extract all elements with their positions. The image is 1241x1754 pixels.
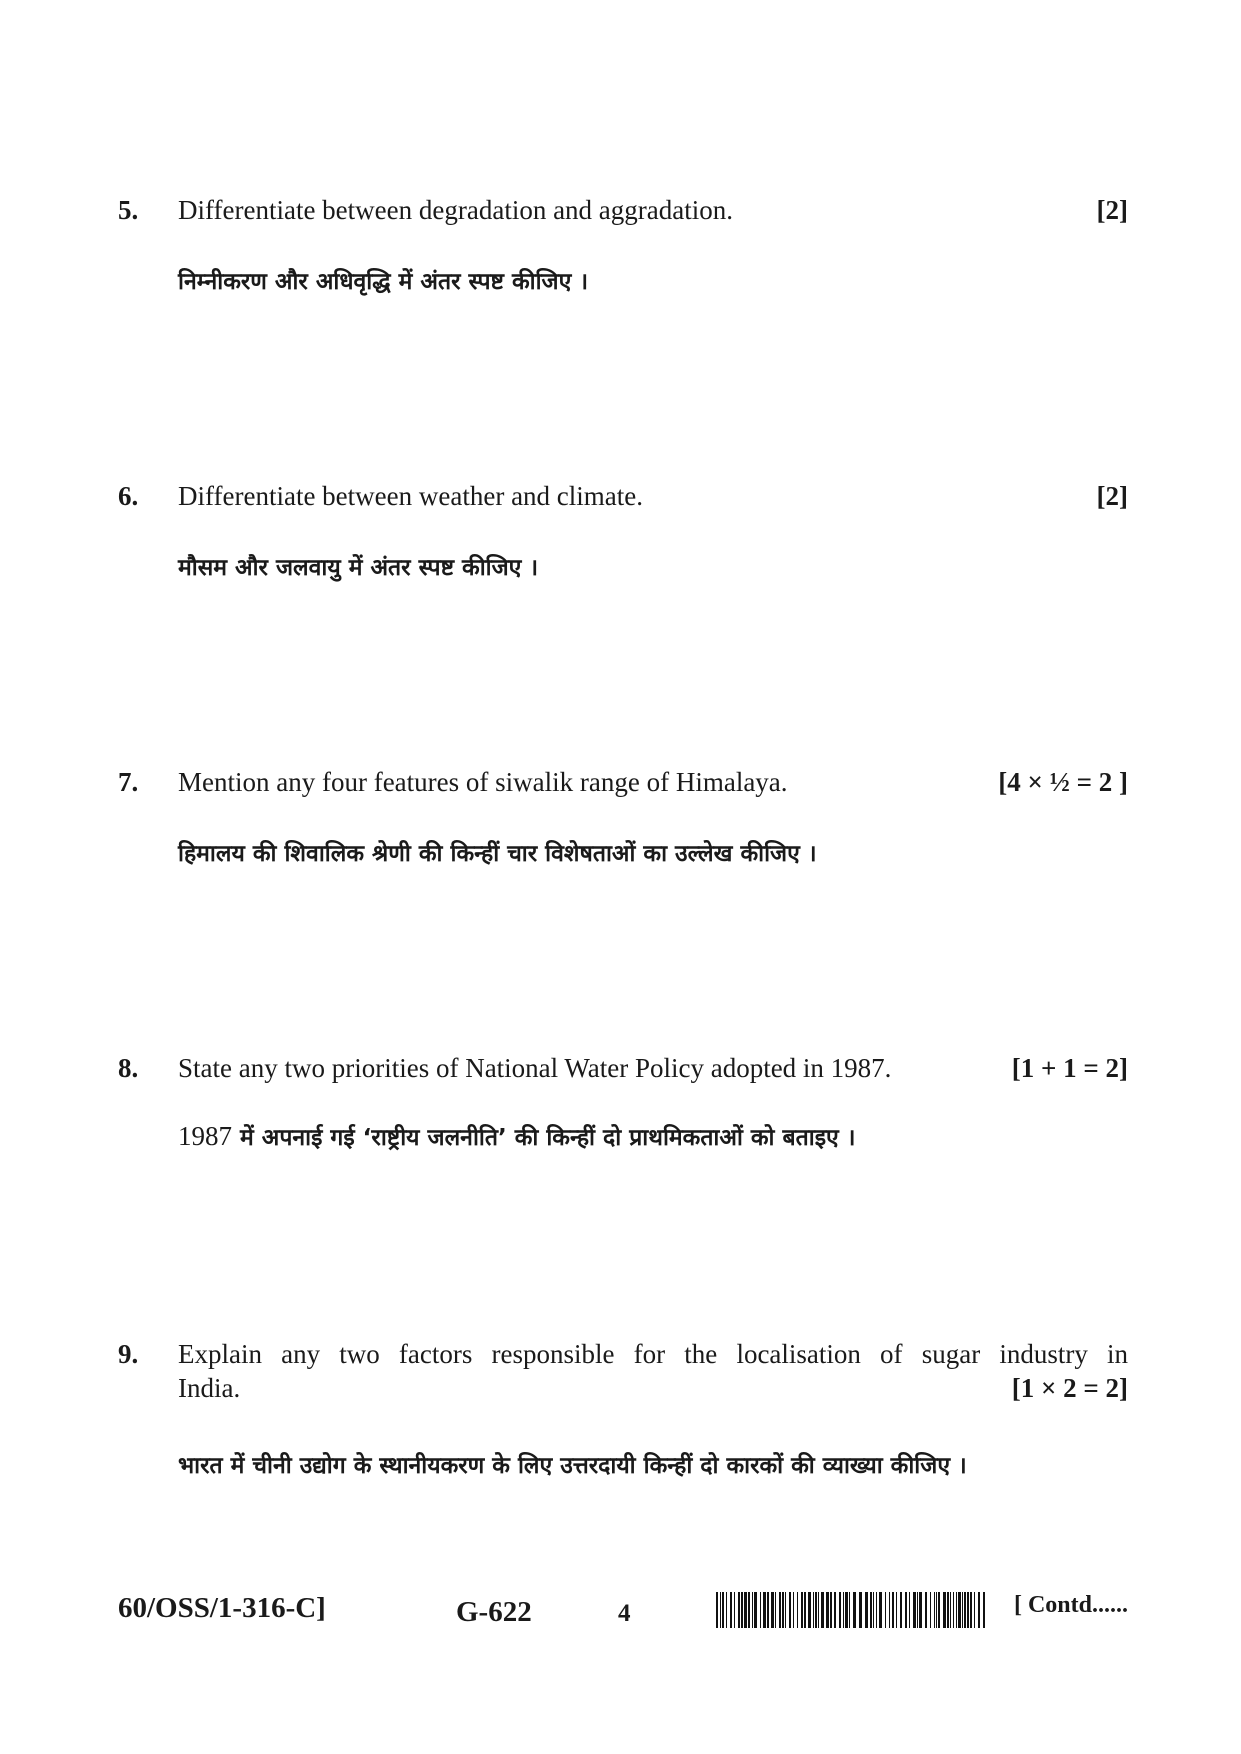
barcode-bar — [905, 1592, 907, 1628]
barcode-bar — [865, 1592, 868, 1628]
barcode-bar — [870, 1592, 872, 1628]
barcode-bar — [734, 1592, 735, 1628]
barcode-bar — [730, 1592, 732, 1628]
barcode-bar — [760, 1592, 761, 1628]
barcode-bar — [943, 1592, 946, 1628]
barcode-bar — [716, 1592, 718, 1628]
barcode-bar — [785, 1592, 786, 1628]
question-9-english — [118, 1336, 1128, 1408]
barcode-bar — [793, 1592, 794, 1628]
barcode-bar — [909, 1592, 910, 1628]
hindi-year: 1987 — [178, 1121, 232, 1151]
barcode-bar — [720, 1592, 721, 1628]
barcode-bar — [970, 1592, 972, 1628]
barcode-bar — [873, 1592, 874, 1628]
barcode-bar — [845, 1592, 848, 1628]
series-code: G-622 — [456, 1596, 532, 1628]
barcode-bar — [983, 1592, 985, 1628]
barcode-bar — [744, 1592, 747, 1628]
question-text: Differentiate between degradation and aggradation. — [178, 195, 734, 225]
barcode-bar — [839, 1592, 841, 1628]
barcode-bar — [782, 1592, 784, 1628]
barcode-bar — [801, 1592, 803, 1628]
page-number: 4 — [618, 1600, 631, 1627]
question-marks: [2] — [1096, 481, 1128, 511]
question-number: 5. — [118, 195, 139, 225]
question-marks: [2] — [1096, 195, 1128, 225]
barcode-bar — [804, 1592, 806, 1628]
hindi-text: में अपनाई गई ‘राष्ट्रीय जलनीति’ की किन्हीं दो प्राथमिकताओं को बताइए । — [240, 1125, 856, 1151]
question-number: 8. — [118, 1053, 139, 1083]
barcode-bar — [885, 1592, 886, 1628]
question-7-hindi: हिमालय की शिवालिक श्रेणी की किन्हीं चार विशेषताओं का उल्लेख कीजिए । — [178, 841, 817, 867]
barcode-bar — [950, 1592, 951, 1628]
barcode-bar — [843, 1592, 844, 1628]
barcode-bar — [967, 1592, 969, 1628]
barcode-bar — [741, 1592, 743, 1628]
question-5-hindi: निम्नीकरण और अधिवृद्धि में अंतर स्पष्ट कीजिए । — [178, 269, 589, 295]
barcode-bar — [738, 1592, 740, 1628]
barcode-bar — [964, 1592, 966, 1628]
barcode-bar — [815, 1592, 817, 1628]
barcode-bar — [834, 1592, 836, 1628]
paper-code: 60/OSS/1-316-C] — [118, 1592, 326, 1624]
question-9-hindi: भारत में चीनी उद्योग के स्थानीयकरण के लिए उत्तरदायी किन्हीं दो कारकों की व्याख्या कीजिए । — [178, 1453, 967, 1479]
barcode-bar — [754, 1592, 757, 1628]
barcode-bar — [752, 1592, 753, 1628]
barcode-bar — [936, 1592, 937, 1628]
barcode-bar — [930, 1592, 931, 1628]
question-6-hindi: मौसम और जलवायु में अंतर स्पष्ट कीजिए । — [178, 555, 539, 581]
barcode-bar — [896, 1592, 897, 1628]
barcode-bar — [925, 1592, 927, 1628]
barcode-bar — [938, 1592, 940, 1628]
question-text: Differentiate between weather and climate. — [178, 481, 644, 511]
barcode-bar — [978, 1592, 980, 1628]
question-marks: [4 × ½ = 2 ] — [998, 767, 1128, 797]
barcode-bar — [953, 1592, 954, 1628]
barcode-bar — [779, 1592, 781, 1628]
barcode-bar — [962, 1592, 963, 1628]
barcode-bar — [748, 1592, 750, 1628]
page-footer — [118, 1592, 1128, 1632]
barcode-bar — [917, 1592, 918, 1628]
barcode-bar — [849, 1592, 850, 1628]
barcode-bar — [826, 1592, 829, 1628]
barcode-bar — [859, 1592, 862, 1628]
barcode-bar — [889, 1592, 890, 1628]
barcode-image — [716, 1592, 986, 1628]
question-marks: [1 + 1 = 2] — [1011, 1053, 1128, 1083]
barcode-bar — [913, 1592, 916, 1628]
barcode-bar — [726, 1592, 727, 1628]
barcode-bar — [767, 1592, 769, 1628]
barcode-bar — [879, 1592, 882, 1628]
barcode-bar — [722, 1592, 724, 1628]
barcode-bar — [934, 1592, 935, 1628]
barcode-bar — [821, 1592, 824, 1628]
question-text: State any two priorities of National Water Policy adopted in 1987. — [178, 1053, 892, 1083]
barcode-bar — [947, 1592, 949, 1628]
question-number: 6. — [118, 481, 139, 511]
barcode-bar — [974, 1592, 975, 1628]
barcode-bar — [956, 1592, 957, 1628]
barcode-bar — [763, 1592, 766, 1628]
barcode-bar — [900, 1592, 902, 1628]
barcode-bar — [892, 1592, 894, 1628]
question-text-line-1: Explain any two factors responsible for the localisation of sugar industry in — [178, 1339, 1128, 1369]
question-8-hindi — [178, 1120, 855, 1152]
question-marks: [1 × 2 = 2] — [1011, 1373, 1128, 1403]
barcode-bar — [789, 1592, 791, 1628]
barcode-bar — [830, 1592, 832, 1628]
barcode-bar — [876, 1592, 877, 1628]
barcode-bar — [808, 1592, 811, 1628]
barcode-bar — [853, 1592, 856, 1628]
question-text: Mention any four features of siwalik range of Himalaya. — [178, 767, 788, 797]
continued-label: [ Contd...... — [1013, 1592, 1128, 1618]
barcode-bar — [771, 1592, 774, 1628]
barcode-bar — [818, 1592, 819, 1628]
barcode-bar — [919, 1592, 922, 1628]
question-number: 7. — [118, 767, 139, 797]
question-number: 9. — [118, 1339, 139, 1369]
question-text-line-2: India. — [178, 1373, 241, 1403]
barcode-bar — [797, 1592, 798, 1628]
barcode-bar — [813, 1592, 814, 1628]
barcode-bar — [775, 1592, 776, 1628]
barcode-bar — [958, 1592, 961, 1628]
question-9 — [118, 1336, 1128, 1479]
